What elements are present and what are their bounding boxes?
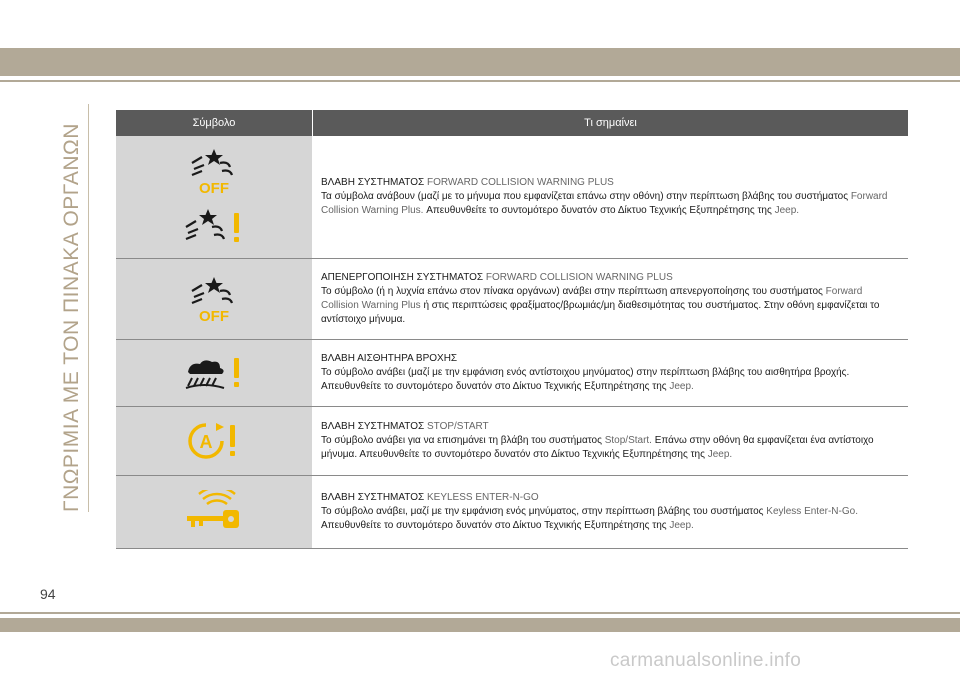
meaning-text bbox=[321, 271, 902, 327]
rain-sensor-warning-icon bbox=[182, 354, 246, 392]
symbol-cell bbox=[116, 259, 313, 339]
side-chapter-rule bbox=[88, 104, 89, 512]
description-text: Το σύμβολο (ή η λυχνία επάνω στον πίνακα οργάνων) ανάβει στην περίπτωση απενεργοποίησης του συστήματος bbox=[321, 286, 826, 297]
row-title: ΑΠΕΝΕΡΓΟΠΟΙΗΣΗ ΣΥΣΤΗΜΑΤΟΣ bbox=[321, 272, 484, 283]
description-text: Το σύμβολο ανάβει για να επισημάνει τη βλάβη του συστήματος bbox=[321, 435, 605, 446]
table-header bbox=[116, 110, 908, 136]
symbol-cell bbox=[116, 476, 313, 548]
symbol-column-header: Σύμβολο bbox=[116, 110, 313, 136]
table-row bbox=[116, 136, 908, 259]
meaning-text bbox=[321, 352, 902, 394]
top-header-rule bbox=[0, 80, 960, 82]
table-row bbox=[116, 407, 908, 476]
meaning-cell bbox=[313, 476, 908, 548]
symbol-cell bbox=[116, 136, 313, 258]
system-name: Keyless Enter-N-Go. bbox=[766, 506, 858, 517]
brand-name: Jeep. bbox=[669, 381, 694, 392]
fcw-off-icon bbox=[184, 147, 244, 195]
system-name: KEYLESS ENTER-N-GO bbox=[424, 492, 539, 503]
start-stop-warning-icon bbox=[186, 421, 242, 461]
system-name: FORWARD COLLISION WARNING PLUS bbox=[483, 272, 673, 283]
system-name: Stop/Start. bbox=[604, 435, 652, 446]
table-row bbox=[116, 476, 908, 549]
meaning-column-header: Τι σημαίνει bbox=[584, 117, 637, 129]
top-header-band bbox=[0, 48, 960, 76]
off-icon-label: OFF bbox=[199, 308, 229, 323]
description-text: Επάνω στην οθόνη θα εμφανίζεται ένα αντίστοιχο μήνυμα. Απευθυνθείτε το συντομότερο δυνατόν στο Δίκτυο Τεχνικής Εξυπηρέτησης της bbox=[321, 435, 874, 460]
fcw-off-icon bbox=[184, 275, 244, 323]
fcw-warning-icon bbox=[182, 207, 246, 247]
description-text: ή στις περιπτώσεις φραξίματος/βρωμιάς/μη διαθεσιμότητας του συστήματος. Στην οθόνη εμφανίζεται το αντίστοιχο μήνυμα. bbox=[321, 300, 880, 325]
watermark-text: carmanualsonline.info bbox=[610, 650, 802, 671]
description-text: Το σύμβολο ανάβει (μαζί με την εμφάνιση ενός αντίστοιχου μηνύματος) στην περίπτωση βλάβης του αισθητήρα βροχής. Απευθυνθείτε το συντομότερο δυνατόν στο Δίκτυο Τεχνικής Εξυπηρέτησης της bbox=[321, 367, 850, 392]
table-row bbox=[116, 259, 908, 340]
brand-name: Jeep. bbox=[707, 449, 733, 460]
symbol-cell bbox=[116, 407, 313, 475]
bottom-rule bbox=[0, 612, 960, 614]
meaning-text bbox=[321, 491, 902, 533]
bottom-band bbox=[0, 618, 960, 632]
meaning-text bbox=[321, 420, 902, 462]
row-title: ΒΛΑΒΗ ΑΙΣΘΗΤΗΡΑ ΒΡΟΧΗΣ bbox=[321, 353, 458, 364]
system-name: FORWARD COLLISION WARNING PLUS bbox=[424, 177, 614, 188]
page-number: 94 bbox=[40, 586, 56, 602]
off-icon-label: OFF bbox=[199, 180, 229, 195]
system-name: STOP/START bbox=[424, 421, 489, 432]
symbol-cell bbox=[116, 340, 313, 406]
warning-symbols-table bbox=[116, 110, 908, 549]
system-name: Forward Collision Warning Plus bbox=[321, 286, 863, 311]
meaning-text bbox=[321, 176, 902, 218]
meaning-cell bbox=[313, 136, 908, 258]
description-text: Απευθυνθείτε το συντομότερο δυνατόν στο Δίκτυο Τεχνικής Εξυπηρέτησης της bbox=[321, 520, 670, 531]
meaning-cell bbox=[313, 407, 908, 475]
meaning-cell bbox=[313, 340, 908, 406]
auto-icon-label: A bbox=[199, 432, 213, 452]
brand-name: Jeep. bbox=[669, 520, 694, 531]
brand-name: Jeep. bbox=[774, 205, 800, 216]
table-row bbox=[116, 340, 908, 407]
system-name: Forward Collision Warning Plus. bbox=[321, 191, 888, 216]
row-title: ΒΛΑΒΗ ΣΥΣΤΗΜΑΤΟΣ bbox=[321, 421, 425, 432]
row-title: ΒΛΑΒΗ ΣΥΣΤΗΜΑΤΟΣ bbox=[321, 177, 425, 188]
side-chapter-title: ΓΝΩΡΙΜΙΑ ΜΕ ΤΟΝ ΠΙΝΑΚΑ ΟΡΓΑΝΩΝ bbox=[60, 123, 83, 512]
description-text: Το σύμβολο ανάβει, μαζί με την εμφάνιση ενός μηνύματος, στην περίπτωση βλάβης του συστήματος bbox=[321, 506, 767, 517]
description-text: Απευθυνθείτε το συντομότερο δυνατόν στο Δίκτυο Τεχνικής Εξυπηρέτησης της bbox=[423, 205, 775, 216]
meaning-cell bbox=[313, 259, 908, 339]
keyless-key-icon bbox=[183, 490, 245, 534]
row-title: ΒΛΑΒΗ ΣΥΣΤΗΜΑΤΟΣ bbox=[321, 492, 425, 503]
description-text: Τα σύμβολα ανάβουν (μαζί με το μήνυμα που εμφανίζεται επάνω στην οθόνη) στην περίπτωση βλάβης του συστήματος bbox=[321, 191, 851, 202]
